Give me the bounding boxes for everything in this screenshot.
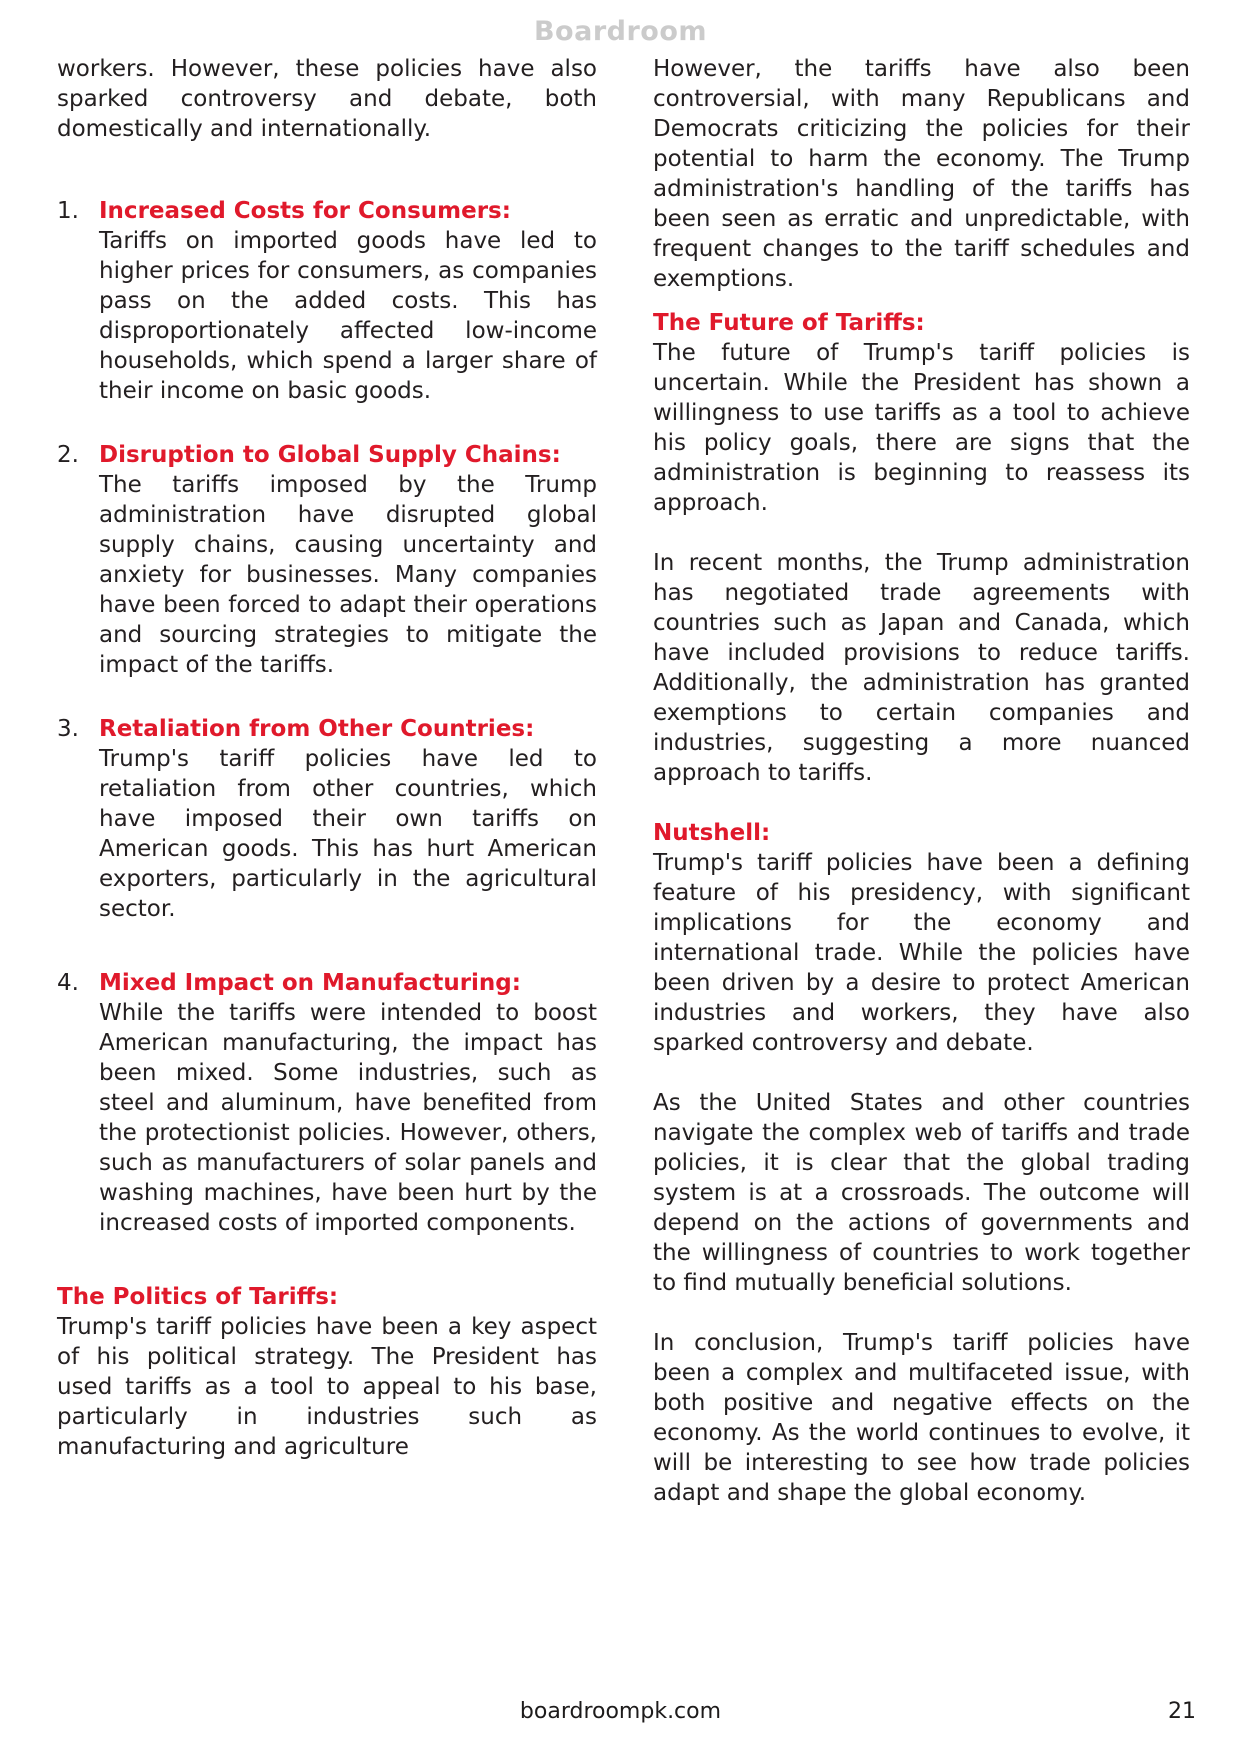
list-item-content [99,196,597,406]
page-number: 21 [1168,1699,1196,1724]
section-paragraph: In conclusion, Trump's tariff policies have been a complex and multifaceted issue, with both positive and negative effects on the economy. As the world continues to evolve, it will be interesting to see how trade policies adapt and shape the global economy. [653,1330,1190,1506]
section-paragraph: Trump's tariff policies have been a key aspect of his political strategy. The President has used tariffs as a tool to appeal to his base, particularly in industries such as manufacturing and agriculture [57,1314,597,1460]
list-item [57,714,597,924]
list-number: 2. [57,442,79,468]
left-column [57,54,597,1538]
list-item [57,440,597,680]
footer-website: boardroompk.com [519,1699,722,1724]
list-item-content [99,714,597,924]
section-heading: Disruption to Global Supply Chains: [99,442,561,468]
section-heading: The Politics of Tariffs: [57,1284,339,1310]
list-item-body: While the tariffs were intended to boost American manufacturing, the impact has been mixed. Some industries, such as steel and aluminum, have benefited from the protectionist policies. However, others, such as manufacturers of solar panels and washing machines, have been hurt by the increased costs of imported components. [99,1000,597,1236]
section-heading: Nutshell: [653,820,771,846]
list-item-body: Tariffs on imported goods have led to higher prices for consumers, as companies pass on the added costs. This has disproportionately affected low-income households, which spend a larger share of their income on basic goods. [99,228,597,404]
list-item-body: Trump's tariff policies have led to retaliation from other countries, which have imposed their own tariffs on American goods. This has hurt American exporters, particularly in the agricultural sector. [99,746,597,922]
magazine-title: Boardroom [533,16,708,47]
section-heading: The Future of Tariffs: [653,310,925,336]
list-item-content [99,968,597,1238]
intro-paragraph: workers. However, these policies have also sparked controversy and debate, both domestically and internationally. [57,56,597,142]
list-number: 3. [57,716,79,742]
section-heading: Retaliation from Other Countries: [99,716,535,742]
section-heading: Mixed Impact on Manufacturing: [99,970,521,996]
section-paragraph: Trump's tariff policies have been a defining feature of his presidency, with significant implications for the economy and international trade. While the policies have been driven by a desire to protect American industries and workers, they have also sparked controversy and debate. [653,850,1190,1056]
section-paragraph: In recent months, the Trump administration has negotiated trade agreements with countries such as Japan and Canada, which have included provisions to reduce tariffs. Additionally, the administration has granted exemptions to certain companies and industries, suggesting a more nuanced approach to tariffs. [653,550,1190,786]
list-item-content [99,440,597,680]
list-number: 1. [57,198,79,224]
list-number: 4. [57,970,79,996]
section-heading: Increased Costs for Consumers: [99,198,511,224]
section-paragraph: The future of Trump's tariff policies is uncertain. While the President has shown a willingness to use tariffs as a tool to achieve his policy goals, there are signs that the administration is beginning to reassess its approach. [653,340,1190,516]
intro-paragraph: However, the tariffs have also been controversial, with many Republicans and Democrats criticizing the policies for their potential to harm the economy. The Trump administration's handling of the tariffs has been seen as erratic and unpredictable, with frequent changes to the tariff schedules and exemptions. [653,56,1190,292]
section-paragraph: As the United States and other countries navigate the complex web of tariffs and trade policies, it is clear that the global trading system is at a crossroads. The outcome will depend on the actions of governments and the willingness of countries to work together to find mutually beneficial solutions. [653,1090,1190,1296]
list-item [57,196,597,406]
list-item [57,968,597,1238]
page-content [57,54,1190,1538]
right-column [653,54,1190,1538]
list-item-body: The tariffs imposed by the Trump administration have disrupted global supply chains, causing uncertainty and anxiety for businesses. Many companies have been forced to adapt their operations and sourcing strategies to mitigate the impact of the tariffs. [99,472,597,678]
